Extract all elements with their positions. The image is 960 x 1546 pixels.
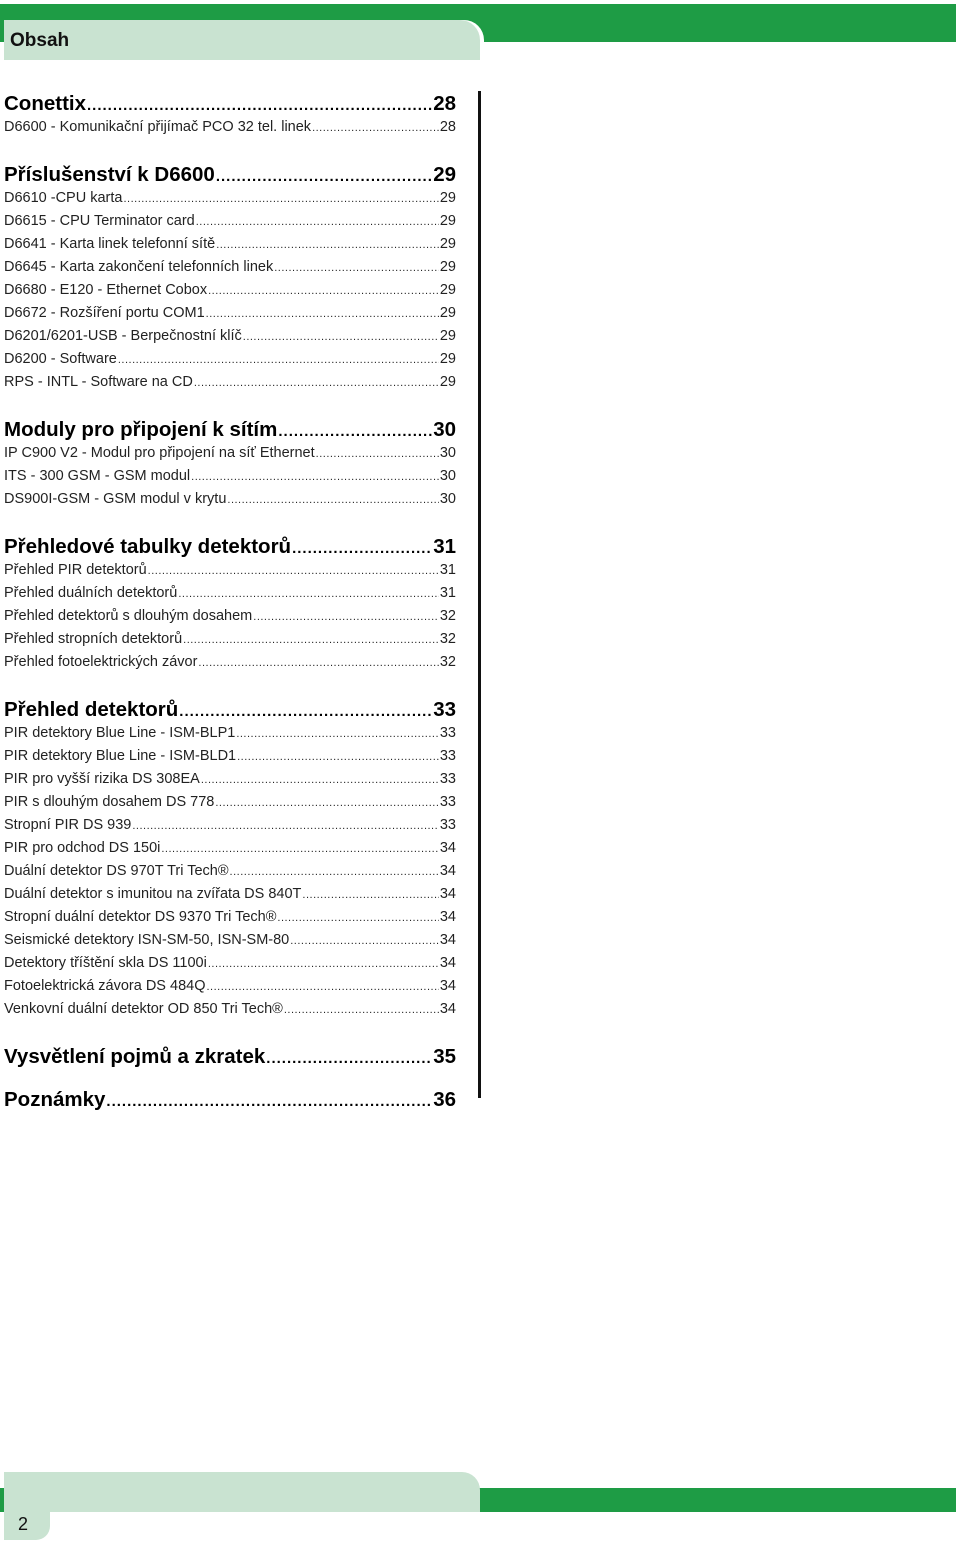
dot-leader — [206, 305, 439, 321]
dot-leader — [215, 794, 439, 810]
page-title: Obsah — [10, 30, 70, 51]
toc-item-title: D6200 - Software — [4, 351, 117, 367]
toc-item[interactable] — [4, 282, 456, 305]
toc-item-page: 34 — [439, 978, 456, 994]
toc-item-title: PIR s dlouhým dosahem DS 778 — [4, 794, 215, 810]
dot-leader — [216, 236, 439, 252]
toc-item-title: Duální detektor DS 970T Tri Tech® — [4, 863, 229, 879]
toc-item-page: 29 — [439, 305, 456, 321]
toc-item-title: Fotoelektrická závora DS 484Q — [4, 978, 206, 994]
toc-item[interactable] — [4, 794, 456, 817]
toc-item-page: 34 — [439, 840, 456, 856]
dot-leader — [191, 468, 439, 484]
toc-item-title: ITS - 300 GSM - GSM modul — [4, 468, 191, 484]
toc-item-page: 33 — [439, 817, 456, 833]
toc-item-title: PIR detektory Blue Line - ISM-BLP1 — [4, 725, 236, 741]
section-spacer — [4, 142, 456, 163]
dot-leader — [132, 817, 439, 833]
toc-item-page: 34 — [439, 932, 456, 948]
dot-leader — [206, 978, 438, 994]
toc-section-title: Conettix — [4, 92, 86, 115]
toc-item-title: Duální detektor s imunitou na zvířata DS 840T — [4, 886, 302, 902]
toc-item-page: 32 — [439, 631, 456, 647]
toc-item-page: 34 — [439, 909, 456, 925]
dot-leader — [196, 213, 439, 229]
dot-leader — [208, 282, 439, 298]
footer-tab — [4, 1472, 480, 1512]
dot-leader — [183, 631, 439, 647]
page-number-box — [4, 1500, 50, 1540]
dot-leader — [230, 863, 439, 879]
toc-item-page: 33 — [439, 748, 456, 764]
dot-leader — [161, 840, 438, 856]
toc-item-title: D6645 - Karta zakončení telefonních linek — [4, 259, 274, 275]
dot-leader — [201, 771, 439, 787]
toc-item[interactable] — [4, 213, 456, 236]
toc-item-title: D6615 - CPU Terminator card — [4, 213, 195, 229]
toc-section[interactable] — [4, 535, 456, 562]
toc-section[interactable] — [4, 698, 456, 725]
toc-section-page: 33 — [433, 698, 456, 721]
dot-leader — [237, 748, 439, 764]
toc-item-title: D6672 - Rozšíření portu COM1 — [4, 305, 205, 321]
toc-section-title: Přehledové tabulky detektorů — [4, 535, 292, 558]
toc-section-page: 30 — [433, 418, 456, 441]
toc-item[interactable] — [4, 863, 456, 886]
dot-leader — [106, 1088, 432, 1112]
table-of-contents — [4, 92, 456, 1115]
toc-item[interactable] — [4, 608, 456, 631]
toc-section-title: Vysvětlení pojmů a zkratek — [4, 1045, 266, 1068]
toc-item-title: Venkovní duální detektor OD 850 Tri Tech® — [4, 1001, 283, 1017]
toc-item-page: 32 — [439, 608, 456, 624]
dot-leader — [277, 909, 438, 925]
toc-item[interactable] — [4, 468, 456, 491]
dot-leader — [118, 351, 439, 367]
dot-leader — [194, 374, 439, 390]
toc-section-page: 31 — [433, 535, 456, 558]
dot-leader — [278, 418, 432, 442]
toc-section[interactable] — [4, 418, 456, 445]
dot-leader — [266, 1045, 432, 1069]
dot-leader — [227, 491, 438, 507]
dot-leader — [290, 932, 439, 948]
toc-item-title: Přehled fotoelektrických závor — [4, 654, 198, 670]
toc-item-page: 29 — [439, 236, 456, 252]
toc-item-title: Detektory tříštění skla DS 1100i — [4, 955, 207, 971]
toc-item[interactable] — [4, 119, 456, 142]
toc-section[interactable] — [4, 1088, 456, 1115]
toc-item-title: Přehled stropních detektorů — [4, 631, 183, 647]
toc-item[interactable] — [4, 748, 456, 771]
header-tab — [4, 20, 480, 60]
section-spacer — [4, 397, 456, 418]
toc-item[interactable] — [4, 259, 456, 282]
toc-item-page: 28 — [439, 119, 456, 135]
toc-item[interactable] — [4, 236, 456, 259]
toc-item-title: PIR pro odchod DS 150i — [4, 840, 161, 856]
dot-leader — [274, 259, 439, 275]
dot-leader — [198, 654, 438, 670]
toc-item[interactable] — [4, 771, 456, 794]
toc-item-title: Stropní PIR DS 939 — [4, 817, 132, 833]
toc-item-title: D6641 - Karta linek telefonní sítě — [4, 236, 216, 252]
toc-item-title: Přehled duálních detektorů — [4, 585, 178, 601]
toc-item-page: 33 — [439, 794, 456, 810]
toc-item[interactable] — [4, 374, 456, 397]
toc-item[interactable] — [4, 305, 456, 328]
toc-item-page: 29 — [439, 351, 456, 367]
section-spacer — [4, 514, 456, 535]
toc-section-title: Příslušenství k D6600 — [4, 163, 215, 186]
toc-item-page: 34 — [439, 863, 456, 879]
toc-section-title: Přehled detektorů — [4, 698, 179, 721]
toc-item[interactable] — [4, 445, 456, 468]
toc-item[interactable] — [4, 1001, 456, 1024]
toc-item-title: Stropní duální detektor DS 9370 Tri Tech® — [4, 909, 277, 925]
toc-item-title: DS900I-GSM - GSM modul v krytu — [4, 491, 227, 507]
toc-item-page: 31 — [439, 562, 456, 578]
toc-section[interactable] — [4, 1045, 456, 1072]
toc-section[interactable] — [4, 92, 456, 119]
toc-item[interactable] — [4, 978, 456, 1001]
page-number: 2 — [18, 1514, 29, 1534]
toc-section-title: Moduly pro připojení k sítím — [4, 418, 278, 441]
toc-item-title: D6201/6201-USB - Berpečnostní klíč — [4, 328, 242, 344]
toc-item-page: 34 — [439, 955, 456, 971]
toc-item-page: 29 — [439, 259, 456, 275]
toc-item[interactable] — [4, 725, 456, 748]
toc-item[interactable] — [4, 932, 456, 955]
toc-item[interactable] — [4, 886, 456, 909]
toc-section-page: 36 — [433, 1088, 456, 1111]
dot-leader — [178, 585, 439, 601]
toc-item-page: 31 — [439, 585, 456, 601]
toc-item[interactable] — [4, 491, 456, 514]
dot-leader — [236, 725, 439, 741]
toc-section-title: Poznámky — [4, 1088, 106, 1111]
toc-item-page: 29 — [439, 282, 456, 298]
toc-item-page: 29 — [439, 190, 456, 206]
toc-item-page: 33 — [439, 771, 456, 787]
toc-item[interactable] — [4, 840, 456, 863]
toc-item-page: 34 — [439, 1001, 456, 1017]
dot-leader — [148, 562, 439, 578]
toc-item-title: IP C900 V2 - Modul pro připojení na síť Ethernet — [4, 445, 315, 461]
column-divider — [478, 91, 481, 1098]
toc-item-page: 30 — [439, 445, 456, 461]
dot-leader — [302, 886, 438, 902]
toc-item-title: D6680 - E120 - Ethernet Cobox — [4, 282, 208, 298]
dot-leader — [312, 119, 439, 135]
toc-item-page: 32 — [439, 654, 456, 670]
toc-item[interactable] — [4, 817, 456, 840]
toc-item-title: Přehled PIR detektorů — [4, 562, 147, 578]
dot-leader — [253, 608, 439, 624]
section-spacer — [4, 1072, 456, 1088]
section-spacer — [4, 677, 456, 698]
toc-item[interactable] — [4, 190, 456, 213]
dot-leader — [123, 190, 438, 206]
dot-leader — [87, 92, 432, 116]
toc-item-title: PIR detektory Blue Line - ISM-BLD1 — [4, 748, 237, 764]
dot-leader — [292, 535, 432, 559]
section-spacer — [4, 1024, 456, 1045]
dot-leader — [179, 698, 432, 722]
toc-item[interactable] — [4, 585, 456, 608]
toc-section-page: 35 — [433, 1045, 456, 1068]
toc-section[interactable] — [4, 163, 456, 190]
dot-leader — [243, 328, 439, 344]
toc-item[interactable] — [4, 351, 456, 374]
toc-item-title: Seismické detektory ISN-SM-50, ISN-SM-80 — [4, 932, 290, 948]
toc-item[interactable] — [4, 562, 456, 585]
dot-leader — [216, 163, 432, 187]
toc-item-title: D6600 - Komunikační přijímač PCO 32 tel. linek — [4, 119, 312, 135]
toc-item-page: 29 — [439, 374, 456, 390]
toc-item[interactable] — [4, 955, 456, 978]
toc-item[interactable] — [4, 654, 456, 677]
toc-item-title: PIR pro vyšší rizika DS 308EA — [4, 771, 200, 787]
toc-item-page: 30 — [439, 491, 456, 507]
toc-item-page: 30 — [439, 468, 456, 484]
toc-item-page: 34 — [439, 886, 456, 902]
toc-item-page: 29 — [439, 328, 456, 344]
toc-item[interactable] — [4, 328, 456, 351]
toc-section-page: 28 — [433, 92, 456, 115]
dot-leader — [208, 955, 439, 971]
toc-item[interactable] — [4, 909, 456, 932]
dot-leader — [316, 445, 439, 461]
toc-item-page: 33 — [439, 725, 456, 741]
toc-section-page: 29 — [433, 163, 456, 186]
toc-item-title: D6610 -CPU karta — [4, 190, 123, 206]
toc-item[interactable] — [4, 631, 456, 654]
toc-item-title: Přehled detektorů s dlouhým dosahem — [4, 608, 253, 624]
toc-item-title: RPS - INTL - Software na CD — [4, 374, 193, 390]
dot-leader — [284, 1001, 439, 1017]
toc-item-page: 29 — [439, 213, 456, 229]
